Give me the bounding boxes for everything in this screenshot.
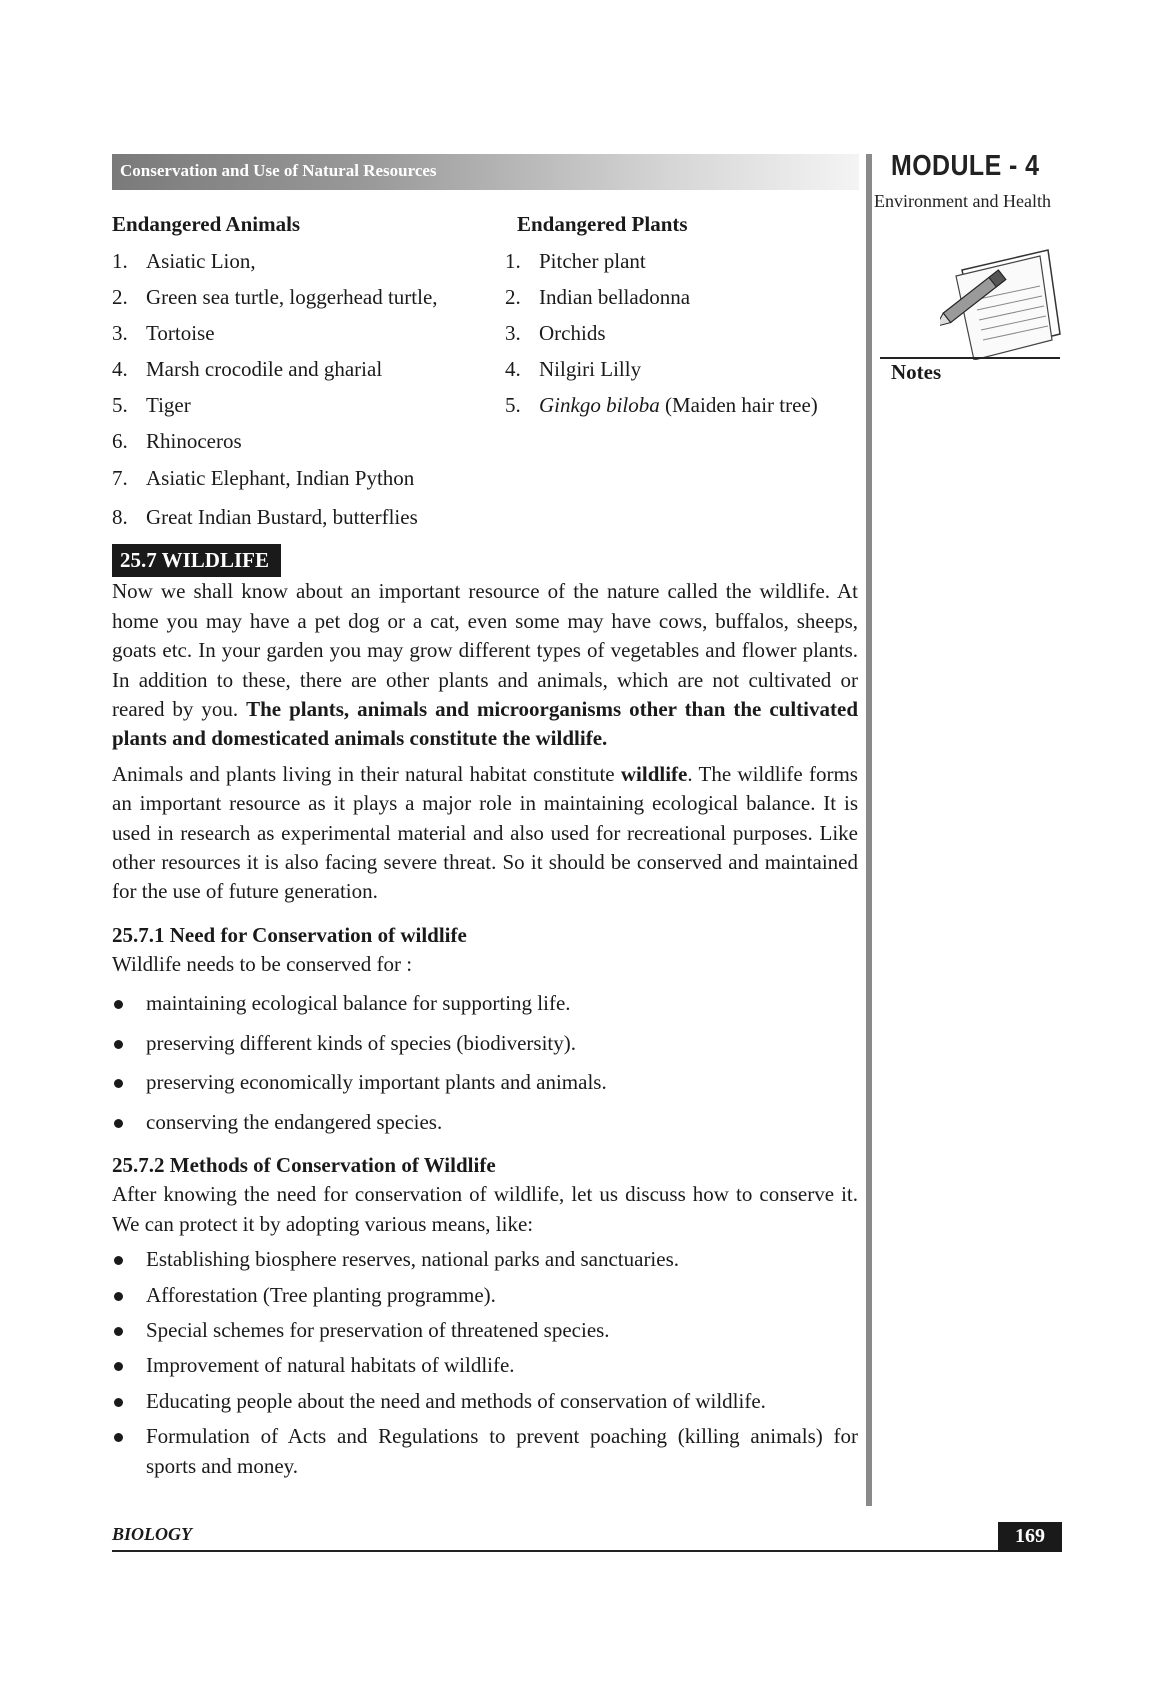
list-item: 8. Great Indian Bustard, butterflies	[112, 505, 418, 530]
list-item: 1. Asiatic Lion,	[112, 248, 256, 273]
module-title: MODULE - 4	[891, 150, 1040, 182]
animals-column	[112, 210, 492, 537]
list-item: 5. Tiger	[112, 392, 191, 417]
bullet-list	[112, 989, 858, 1137]
footer-subject: BIOLOGY	[112, 1524, 192, 1544]
notes-pencil-icon	[940, 242, 1064, 360]
plants-heading: Endangered Plants	[517, 212, 688, 236]
list-item: 3. Tortoise	[112, 320, 215, 345]
plants-column	[505, 210, 865, 423]
bullet-list	[112, 1245, 858, 1481]
paragraph: Animals and plants living in their natural habitat constitute wildlife. The wildlife forms an important resource as it plays a major role in maintaining ecological balance. It is used in research as experimental material and also used for recreational purposes. Like other resources it is also facing severe threat. So it should be conserved and maintained for the use of future generation.	[112, 761, 858, 904]
list-item: 5. Ginkgo biloba (Maiden hair tree)	[505, 392, 818, 417]
list-item: 2. Green sea turtle, loggerhead turtle,	[112, 284, 438, 309]
list-item: Special schemes for preservation of threatened species.	[112, 1316, 858, 1345]
running-header	[112, 154, 859, 190]
main-content	[112, 210, 858, 1481]
list-item: preserving economically important plants and animals.	[112, 1068, 858, 1097]
list-item: 3. Orchids	[505, 320, 606, 345]
list-item: Establishing biosphere reserves, national parks and sanctuaries.	[112, 1245, 858, 1274]
footer-rule	[112, 1550, 1062, 1552]
notes-label: Notes	[891, 360, 942, 384]
list-item: preserving different kinds of species (biodiversity).	[112, 1029, 858, 1058]
list-item: Improvement of natural habitats of wildlife.	[112, 1351, 858, 1380]
list-item: Formulation of Acts and Regulations to prevent poaching (killing animals) for sports and money.	[112, 1422, 858, 1481]
list-item: Educating people about the need and methods of conservation of wildlife.	[112, 1387, 858, 1416]
endangered-lists	[112, 210, 858, 540]
notes-rule	[880, 357, 1060, 359]
module-subtitle: Environment and Health	[874, 191, 1051, 211]
animals-heading: Endangered Animals	[112, 212, 301, 236]
section-heading: 25.7 WILDLIFE	[112, 544, 281, 577]
list-item: conserving the endangered species.	[112, 1108, 858, 1137]
margin-divider	[866, 154, 872, 1506]
subsection-heading: 25.7.1 Need for Conservation of wildlife	[112, 922, 467, 947]
paragraph: After knowing the need for conservation of wildlife, let us discuss how to conserve it. We can protect it by adopting various means, like:	[112, 1182, 858, 1236]
list-item: 6. Rhinoceros	[112, 428, 242, 453]
list-item: 7. Asiatic Elephant, Indian Python	[112, 466, 415, 491]
list-item: 4. Nilgiri Lilly	[505, 356, 642, 381]
list-item: 2. Indian belladonna	[505, 284, 691, 309]
list-item: 1. Pitcher plant	[505, 248, 646, 273]
page-number: 169	[998, 1522, 1062, 1552]
list-item: maintaining ecological balance for supporting life.	[112, 989, 858, 1018]
subsection-heading: 25.7.2 Methods of Conservation of Wildlife	[112, 1153, 496, 1178]
paragraph: Now we shall know about an important resource of the nature called the wildlife. At home you may have a pet dog or a cat, even some may have cows, buffalos, sheeps, goats etc. In your garden you may grow different types of vegetables and flower plants. In addition to these, there are other plants and animals, which are not cultivated or reared by you. The plants, animals and microorganisms other than the cultivated plants and domesticated animals constitute the wildlife.	[112, 579, 858, 751]
list-item: 4. Marsh crocodile and gharial	[112, 356, 383, 381]
chapter-title: Conservation and Use of Natural Resources	[120, 161, 437, 180]
paragraph: Wildlife needs to be conserved for :	[112, 952, 413, 977]
list-item: Afforestation (Tree planting programme).	[112, 1281, 858, 1310]
